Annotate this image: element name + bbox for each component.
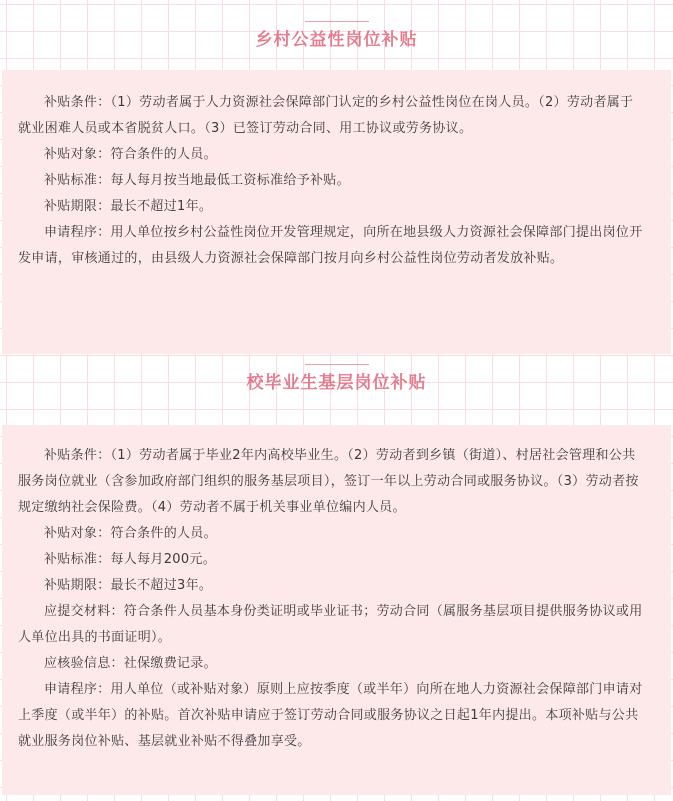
- paragraph-standard: 补贴标准：每人每月按当地最低工资标准给予补贴。: [44, 173, 350, 188]
- paragraph-target: 补贴对象：符合条件的人员。: [44, 147, 217, 162]
- paragraph-procedure: 申请程序：用人单位按乡村公益性岗位开发管理规定，向所在地县级人力资源社会保障部门提出岗位开发申请，审核通过的，由县级人力资源社会保障部门按月向乡村公益性岗位劳动者发放补贴。: [18, 225, 643, 266]
- paragraph-conditions: 补贴条件：（1）劳动者属于毕业2年内高校毕业生。（2）劳动者到乡镇（街道）、村居社会管理和公共服务岗位就业（含参加政府部门组织的服务基层项目），签订一年以上劳动合同或服务协议。（3）劳动者按规定缴纳社会保险费。（4）劳动者不属于机关事业单位编内人员。: [18, 448, 639, 515]
- section-1-card: [2, 70, 671, 354]
- title-divider: [305, 364, 369, 365]
- section-2-title: 校毕业生基层岗位补贴: [246, 373, 427, 393]
- section-2-heading: [0, 364, 673, 395]
- section-1-heading: [0, 21, 673, 52]
- title-divider: [305, 21, 369, 22]
- section-2-card: [2, 425, 671, 795]
- paragraph-period: 补贴期限：最长不超过1年。: [44, 199, 213, 214]
- section-1-title: 乡村公益性岗位补贴: [255, 30, 418, 50]
- paragraph-conditions: 补贴条件：（1）劳动者属于人力资源社会保障部门认定的乡村公益性岗位在岗人员。（2）劳动者属于就业困难人员或本省脱贫人口。（3）已签订劳动合同、用工协议或劳务协议。: [18, 95, 634, 136]
- paragraph-target: 补贴对象：符合条件的人员。: [44, 526, 217, 541]
- paragraph-period: 补贴期限：最长不超过3年。: [44, 578, 213, 593]
- paragraph-standard: 补贴标准：每人每月200元。: [44, 552, 217, 567]
- paragraph-verification: 应核验信息：社保缴费记录。: [44, 656, 217, 671]
- paragraph-procedure: 申请程序：用人单位（或补贴对象）原则上应按季度（或半年）向所在地人力资源社会保障部门申请对上季度（或半年）的补贴。首次补贴申请应于签订劳动合同或服务协议之日起1年内提出。本项补贴与公共就业服务岗位补贴、基层就业补贴不得叠加享受。: [18, 682, 643, 749]
- paragraph-materials: 应提交材料：符合条件人员基本身份类证明或毕业证书；劳动合同（属服务基层项目提供服务协议或用人单位出具的书面证明）。: [18, 604, 643, 645]
